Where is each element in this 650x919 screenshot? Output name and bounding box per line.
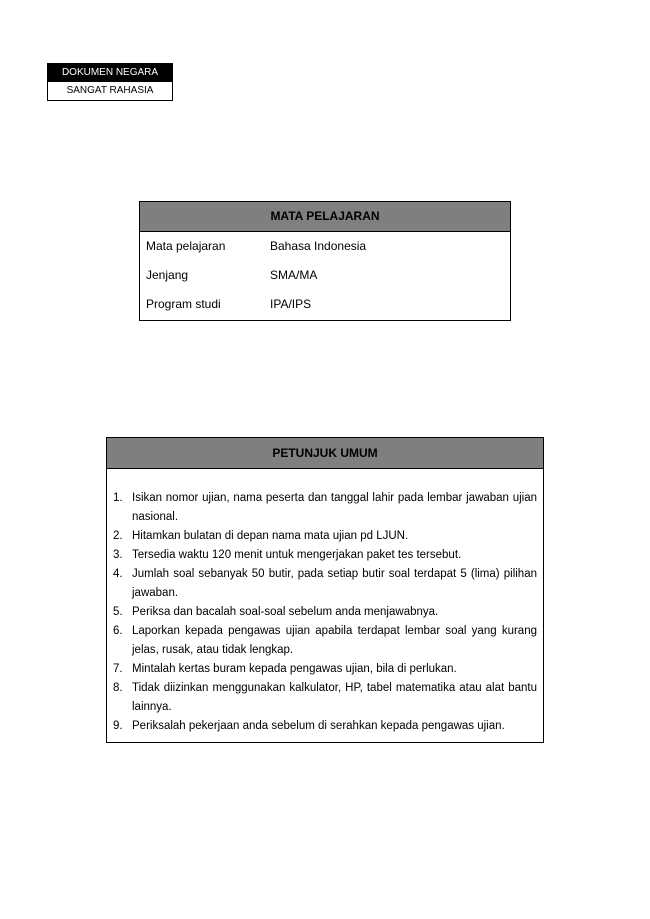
list-item (113, 603, 537, 622)
subject-row-label: Mata pelajaran (146, 239, 226, 253)
subject-row (140, 261, 510, 290)
list-item (113, 660, 537, 679)
subject-info-box (139, 201, 511, 321)
item-text: Periksalah pekerjaan anda sebelum di serahkan kepada pengawas ujian. (132, 720, 505, 732)
item-text: Tidak diizinkan menggunakan kalkulator, HP, tabel matematika atau alat bantu lainnya. (132, 682, 537, 713)
subject-row-value: SMA/MA (270, 268, 318, 282)
subject-rows (140, 232, 510, 320)
item-text: Laporkan kepada pengawas ujian apabila terdapat lembar soal yang kurang jelas, rusak, atau tidak lengkap. (132, 625, 537, 656)
item-number: 2. (113, 530, 123, 542)
list-item (113, 546, 537, 565)
item-text: Jumlah soal sebanyak 50 butir, pada setiap butir soal terdapat 5 (lima) pilihan jawaban. (132, 568, 537, 599)
item-text: Mintalah kertas buram kepada pengawas ujian, bila di perlukan. (132, 663, 457, 675)
item-text: Isikan nomor ujian, nama peserta dan tanggal lahir pada lembar jawaban ujian nasional. (132, 492, 537, 523)
item-number: 1. (113, 492, 123, 504)
instructions-list (107, 469, 543, 742)
item-number: 6. (113, 625, 123, 637)
subject-row-value: Bahasa Indonesia (270, 239, 367, 253)
subject-row-label: Jenjang (146, 268, 189, 282)
item-text: Tersedia waktu 120 menit untuk mengerjakan paket tes tersebut. (132, 549, 462, 561)
item-number: 4. (113, 568, 123, 580)
general-instructions-box (106, 437, 544, 743)
list-item (113, 679, 537, 717)
subject-row (140, 232, 510, 261)
list-item (113, 527, 537, 546)
instructions-box-title: PETUNJUK UMUM (107, 438, 543, 469)
item-number: 3. (113, 549, 123, 561)
classification-stamp (47, 63, 173, 101)
subject-box-title: MATA PELAJARAN (140, 202, 510, 232)
item-number: 5. (113, 606, 123, 618)
list-item (113, 717, 537, 736)
item-text: Hitamkan bulatan di depan nama mata ujian pd LJUN. (132, 530, 409, 542)
classification-top-label: DOKUMEN NEGARA (48, 64, 172, 81)
item-number: 8. (113, 682, 123, 694)
list-item (113, 622, 537, 660)
list-item (113, 565, 537, 603)
subject-row-value: IPA/IPS (270, 297, 312, 311)
item-number: 9. (113, 720, 123, 732)
subject-row-label: Program studi (146, 297, 221, 311)
classification-bottom-label: SANGAT RAHASIA (48, 81, 172, 100)
list-item (113, 489, 537, 527)
item-text: Periksa dan bacalah soal-soal sebelum anda menjawabnya. (132, 606, 439, 618)
item-number: 7. (113, 663, 123, 675)
subject-row (140, 290, 510, 319)
